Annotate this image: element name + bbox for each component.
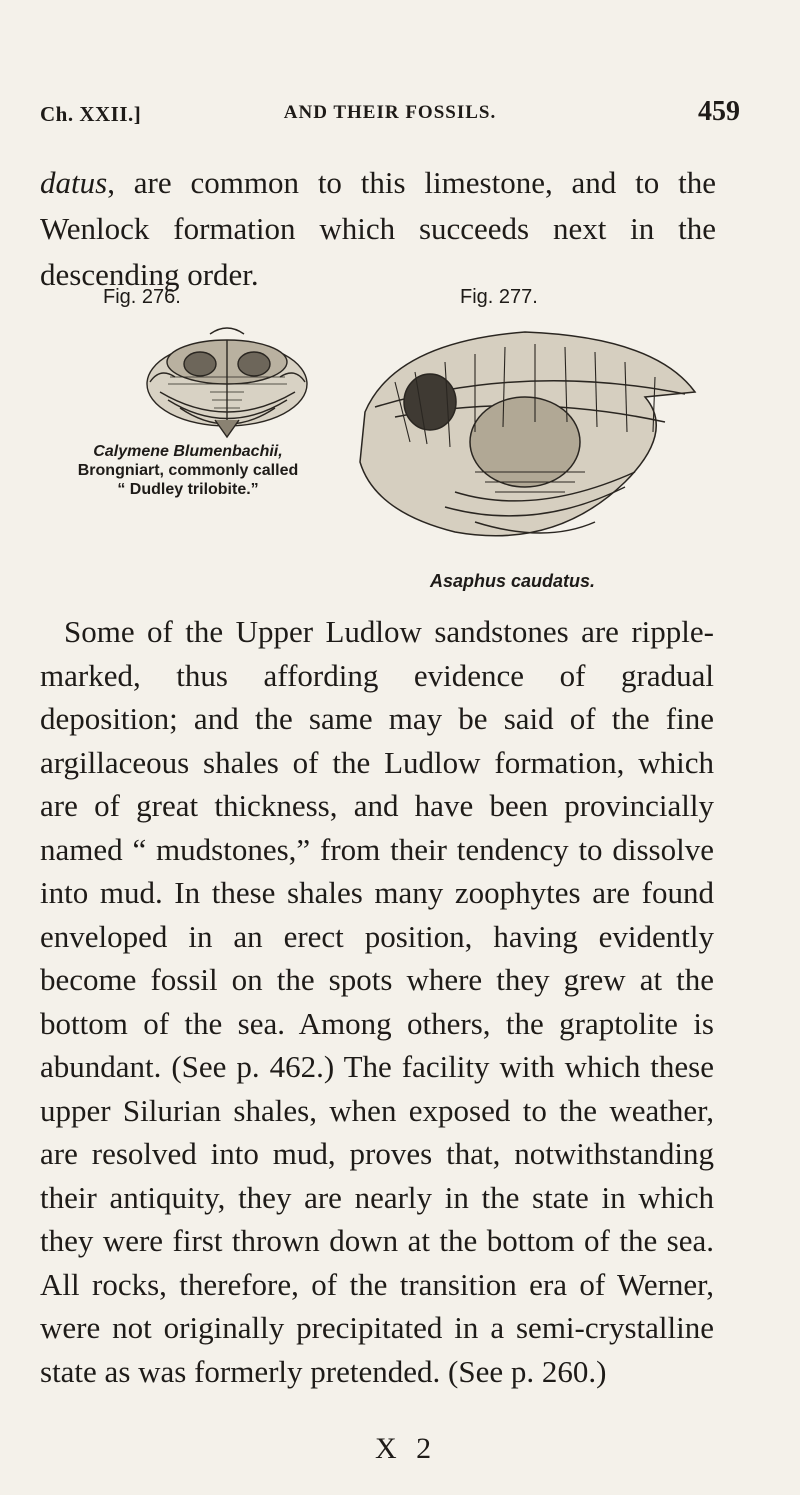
page-number: 459 <box>698 96 740 127</box>
body-paragraph <box>40 610 714 1393</box>
signature-mark: X 2 <box>375 1432 438 1465</box>
chapter-marker: Ch. XXII.] <box>40 102 142 126</box>
body-paragraph-text: Some of the Upper Ludlow sandstones are ripple-marked, thus affording evidence of gradual deposition; and the same may be said of the fine argillaceous shales of the Ludlow formation, which are of great thickness, and have been provincially named “ mudstones,” from their tendency to dissolve into mud. In these shales many zoophytes are found enveloped in an erect position, having evidently become fossil on the spots where they grew at the bottom of the sea. Among others, the graptolite is abundant. (See p. 462.) The facility with which these upper Silurian shales, when exposed to the weather, are resolved into mud, proves that, notwithstanding their antiquity, they are nearly in the state in which they were first thrown down at the bottom of the sea. All rocks, therefore, of the transition era of Werner, were not originally precipitated in a semi-crystalline state as was formerly pretended. (See p. 260.) <box>40 614 714 1389</box>
trilobite-asaphus-illustration <box>335 322 715 552</box>
trilobite-calymene-illustration <box>140 322 315 442</box>
figure-276-label: Fig. 276. <box>103 286 181 308</box>
figure-277-caption: Asaphus caudatus. <box>430 571 596 591</box>
caption-line: Brongniart, commonly called <box>77 462 299 479</box>
caption-line: “ Dudley trilobite.” <box>117 481 259 498</box>
intro-paragraph <box>40 160 716 298</box>
intro-text: , are common to this limestone, and to the Wenlock formation which succeeds next in the descending order. <box>40 165 716 292</box>
running-header <box>40 96 740 136</box>
caption-species-name: Calymene Blumenbachii, <box>93 443 283 460</box>
running-title: AND THEIR FOSSILS. <box>283 102 497 123</box>
figure-277-label: Fig. 277. <box>460 286 538 308</box>
figure-276-caption <box>58 442 318 499</box>
intro-italic-word: datus <box>40 165 108 200</box>
